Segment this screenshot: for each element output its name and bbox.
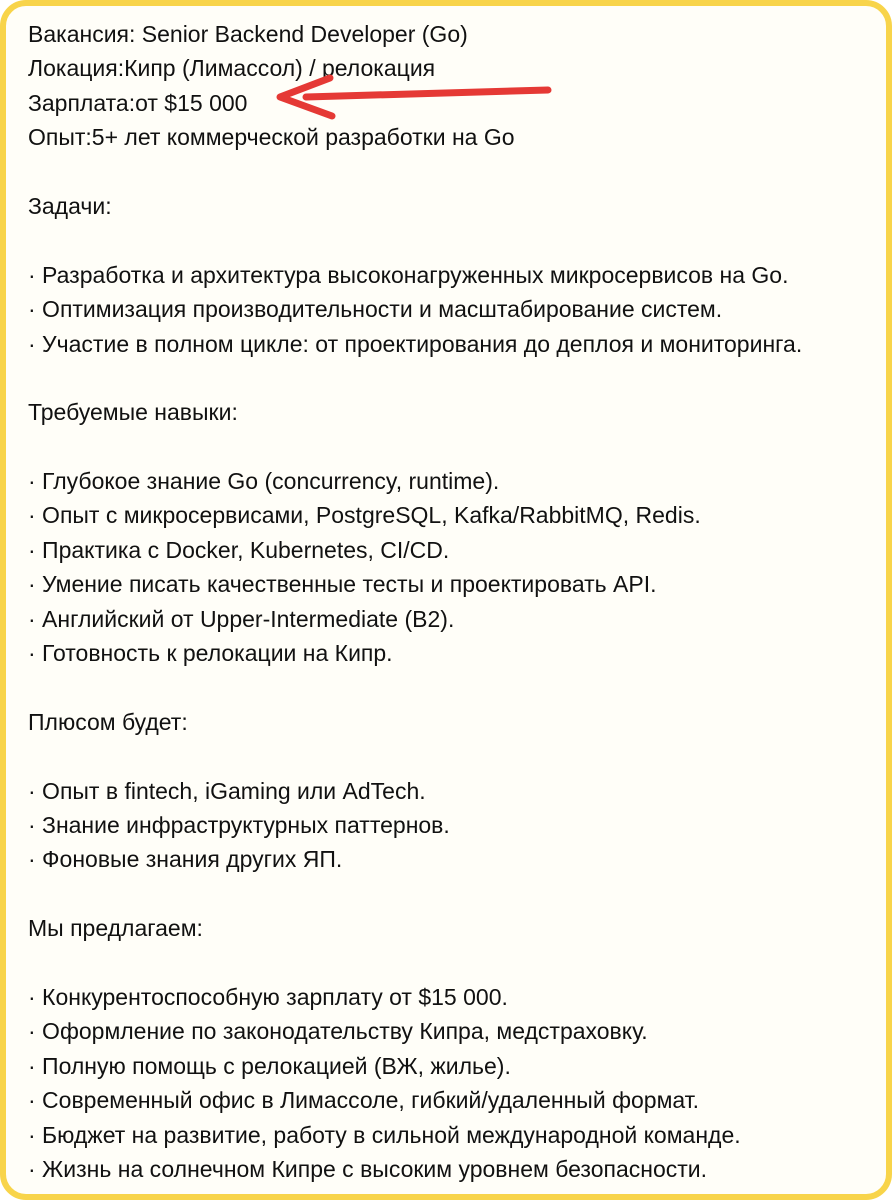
spacer: [28, 361, 884, 395]
list-item: · Фоновые знания других ЯП.: [28, 846, 343, 873]
list-item: · Знание инфраструктурных паттернов.: [28, 811, 450, 838]
spacer: [28, 877, 884, 911]
spacer: [28, 739, 884, 773]
experience-line: Опыт:5+ лет коммерческой разработки на Go: [28, 124, 515, 151]
list-item: · Готовность к релокации на Кипр.: [28, 640, 393, 667]
spacer: [28, 670, 884, 704]
job-posting-text: [28, 17, 884, 1186]
salary-line: Зарплата:от $15 000: [28, 89, 248, 116]
list-item: · Опыт в fintech, iGaming или AdTech.: [28, 777, 426, 804]
spacer: [28, 155, 884, 189]
vacancy-line: Вакансия: Senior Backend Developer (Go): [28, 21, 468, 47]
list-item: · Участие в полном цикле: от проектирования до деплоя и мониторинга.: [28, 330, 803, 357]
list-item: · Бюджет на развитие, работу в сильной международной команде.: [28, 1121, 741, 1148]
list-item: · Опыт с микросервисами, PostgreSQL, Kafka/RabbitMQ, Redis.: [28, 502, 701, 529]
list-item: · Английский от Upper-Intermediate (B2).: [28, 605, 455, 632]
skills-heading: Требуемые навыки:: [28, 399, 238, 426]
list-item: · Оптимизация производительности и масштабирование систем.: [28, 296, 723, 323]
list-item: · Жизнь на солнечном Кипре с высоким уровнем безопасности.: [28, 1155, 708, 1182]
spacer: [28, 223, 884, 257]
list-item: · Практика с Docker, Kubernetes, CI/CD.: [28, 536, 450, 563]
spacer: [28, 430, 884, 464]
list-item: · Оформление по законодательству Кипра, медстраховку.: [28, 1018, 648, 1045]
tasks-heading: Задачи:: [28, 192, 112, 219]
location-line: Локация:Кипр (Лимассол) / релокация: [28, 55, 436, 82]
plus-heading: Плюсом будет:: [28, 708, 188, 735]
list-item: · Конкурентоспособную зарплату от $15 000.: [28, 983, 508, 1010]
list-item: · Современный офис в Лимассоле, гибкий/удаленный формат.: [28, 1087, 700, 1114]
list-item: · Умение писать качественные тесты и проектировать API.: [28, 571, 657, 598]
list-item: · Глубокое знание Go (concurrency, runtime).: [28, 468, 500, 495]
list-item: · Разработка и архитектура высоконагруженных микросервисов на Go.: [28, 261, 789, 288]
red-arrow-icon: [270, 66, 560, 126]
spacer: [28, 946, 884, 980]
list-item: · Полную помощь с релокацией (ВЖ, жилье).: [28, 1052, 511, 1079]
offer-heading: Мы предлагаем:: [28, 915, 203, 942]
